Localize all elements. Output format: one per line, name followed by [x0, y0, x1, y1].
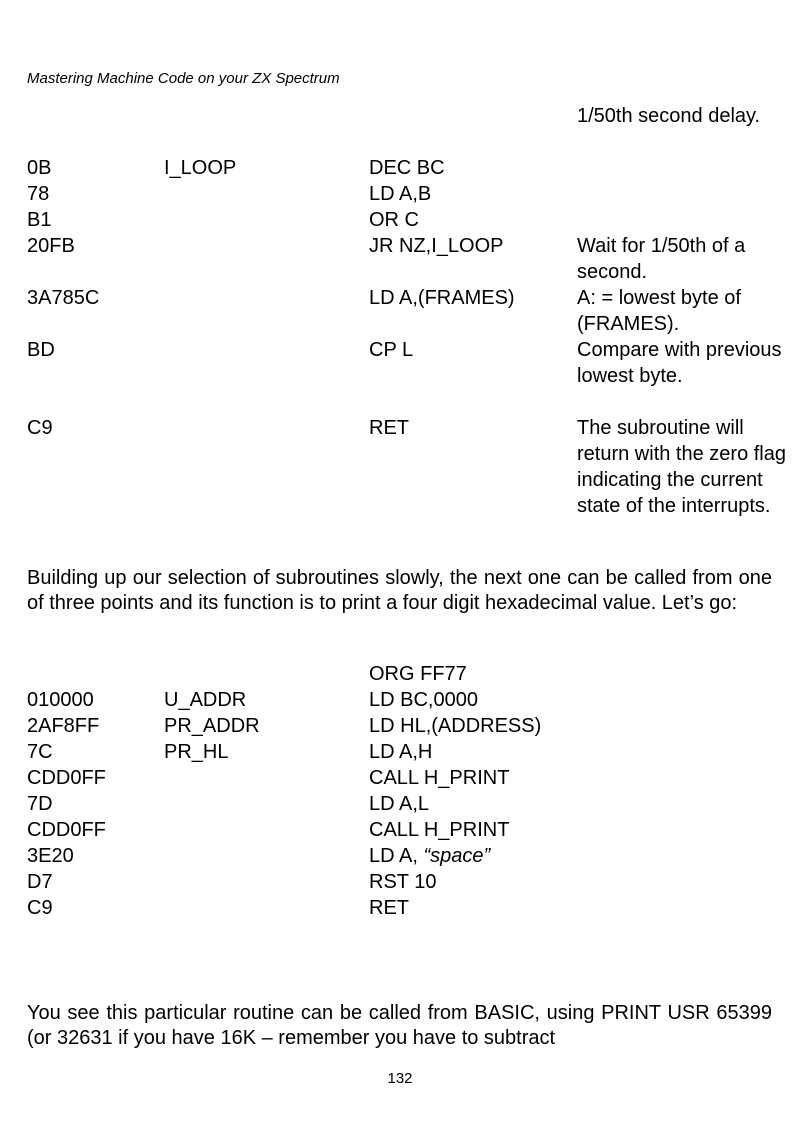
- code-instruction: CALL H_PRINT: [369, 767, 510, 789]
- code-instruction: LD A,L: [369, 793, 430, 815]
- code-comment: Wait for 1/50th of a second.: [577, 235, 746, 283]
- code-instruction: RET: [369, 897, 409, 919]
- running-header: Mastering Machine Code on your ZX Spectrum: [27, 70, 340, 87]
- code-instruction: LD A,(FRAMES): [369, 287, 515, 309]
- listing-row: [27, 337, 787, 415]
- code-bytes: BD: [27, 339, 55, 361]
- listing-row: [27, 765, 787, 791]
- code-bytes: CDD0FF: [27, 819, 106, 841]
- code-comment: A: = lowest byte of (FRAMES).: [577, 287, 741, 335]
- page-number: 132: [387, 1070, 413, 1087]
- code-bytes: 3E20: [27, 845, 74, 867]
- body-paragraph: You see this particular routine can be called from BASIC, using PRINT USR 65399 (or 32631 if you have 16K – remember you have to subtract: [27, 1002, 772, 1049]
- code-comment: The subroutine will return with the zero flag indicating the current state of the interrupts.: [577, 417, 786, 517]
- code-bytes: 7D: [27, 793, 53, 815]
- listing-row: [27, 181, 787, 207]
- listing-row: [27, 739, 787, 765]
- code-bytes: C9: [27, 897, 53, 919]
- code-instruction: RET: [369, 417, 409, 439]
- code-bytes: 3A785C: [27, 287, 100, 309]
- code-bytes: CDD0FF: [27, 767, 106, 789]
- body-paragraph: Building up our selection of subroutines slowly, the next one can be called from one of three points and its function is to print a four digit hexadecimal value. Let’s go:: [27, 567, 772, 614]
- listing-row: [27, 687, 787, 713]
- code-instruction: DEC BC: [369, 157, 445, 179]
- code-instruction: [369, 843, 490, 869]
- code-label: PR_ADDR: [164, 715, 260, 737]
- listing-row: [27, 415, 787, 545]
- code-bytes: B1: [27, 209, 52, 231]
- listing-row: [27, 869, 787, 895]
- code-bytes: 010000: [27, 689, 94, 711]
- code-bytes: 0B: [27, 157, 52, 179]
- code-label: PR_HL: [164, 741, 229, 763]
- code-instruction: LD BC,0000: [369, 689, 478, 711]
- listing-row: [27, 661, 787, 687]
- code-bytes: C9: [27, 417, 53, 439]
- code-bytes: 20FB: [27, 235, 75, 257]
- code-bytes: 2AF8FF: [27, 715, 100, 737]
- code-bytes: D7: [27, 871, 53, 893]
- listing-row: [27, 103, 787, 155]
- code-comment: 1/50th second delay.: [577, 105, 761, 127]
- code-comment: Compare with previous lowest byte.: [577, 339, 782, 387]
- code-bytes: 7C: [27, 741, 53, 763]
- listing-row: [27, 285, 787, 337]
- listing-row: [27, 791, 787, 817]
- code-instruction: RST 10: [369, 871, 437, 893]
- instruction-text: LD A,: [369, 845, 424, 867]
- code-instruction: ORG FF77: [369, 663, 467, 685]
- code-listing-2: [27, 661, 787, 921]
- code-instruction: LD A,H: [369, 741, 433, 763]
- code-instruction: JR NZ,I_LOOP: [369, 235, 504, 257]
- listing-row: [27, 233, 787, 285]
- code-label: I_LOOP: [164, 157, 237, 179]
- listing-row: [27, 155, 787, 181]
- listing-row: [27, 713, 787, 739]
- code-instruction: CALL H_PRINT: [369, 819, 510, 841]
- listing-row: [27, 843, 787, 869]
- code-instruction: LD HL,(ADDRESS): [369, 715, 542, 737]
- listing-row: [27, 207, 787, 233]
- listing-row: [27, 817, 787, 843]
- code-label: U_ADDR: [164, 689, 247, 711]
- code-instruction: OR C: [369, 209, 419, 231]
- code-instruction: CP L: [369, 339, 414, 361]
- code-instruction: LD A,B: [369, 183, 432, 205]
- listing-row: [27, 895, 787, 921]
- code-listing-1: [27, 103, 787, 545]
- code-bytes: 78: [27, 183, 50, 205]
- instruction-italic-text: “space”: [423, 845, 491, 867]
